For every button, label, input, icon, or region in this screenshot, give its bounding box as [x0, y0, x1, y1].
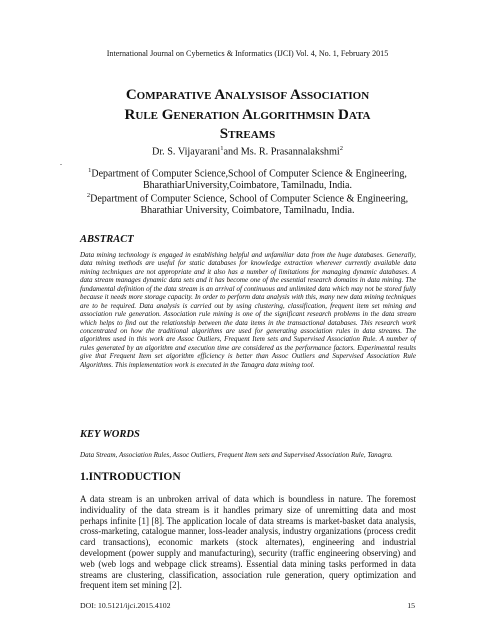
affiliation-2-line-1: Department of Computer Science, School of Computer Science & Engineering, — [90, 193, 409, 205]
affiliation-1-mark: 1 — [88, 167, 92, 174]
title-line-3: Streams — [219, 126, 276, 142]
paper-title — [60, 86, 435, 145]
keywords-text: Data Stream, Association Rules, Assoc Outliers, Frequent Item sets and Supervised Association Rule, Tanagra. — [80, 451, 393, 459]
title-line-2: Rule Generation Algorithmsin Data — [124, 106, 371, 123]
author-line — [0, 145, 495, 157]
author-2-name: and Ms. R. Prasannalakshmi — [223, 146, 340, 158]
affiliation-2 — [0, 190, 495, 217]
affiliation-1-line-1: Department of Computer Science,School of Computer Science & Engineering, — [91, 168, 407, 180]
affiliation-2-mark: 2 — [86, 192, 91, 199]
introduction-paragraph: A data stream is an unbroken arrival of data which is boundless in nature. The foremost individuality of the data stream is it handles primary size of unremitting data and most perhaps infinite [1] [8]. The application locale of data streams is market-basket data analysis, cross-marketing, catalogue manner, loss-leader analysis, industry organizations (process credit card transactions), economic markets (stock alternates), engineering and industrial development (power supply and manufacturing), security (traffic engineering observing) and web (web logs and webpage click streams). Essential data mining tasks performed in data streams are clustering, classification, association rule generation, query optimization and frequent item set mining [2]. — [80, 494, 416, 591]
affiliation-2-line-2: Bharathiar University, Coimbatore, Tamilnadu, India. — [140, 205, 355, 217]
running-header: International Journal on Cybernetics & Informatics (IJCI) Vol. 4, No. 1, February 2015 — [106, 49, 389, 58]
keywords-heading: KEY WORDS — [80, 429, 140, 440]
footer-doi: DOI: 10.5121/ijci.2015.4102 — [80, 601, 171, 610]
author-1-name: Dr. S. Vijayarani — [151, 146, 221, 158]
affiliation-1-line-2: BharathiarUniversity,Coimbatore, Tamilnadu, India. — [143, 180, 352, 192]
author-1-affil-mark: 1 — [220, 145, 224, 152]
stray-mark: . — [60, 158, 62, 167]
title-line-1: Comparative Analysisof Association — [125, 87, 370, 103]
abstract-text: Data mining technology is engaged in establishing helpful and unfamiliar data from the huge databases. Generally, data mining methods are useful for static databases for knowledge extraction wherever currently available data mining techniques are not appropriate and it also has a number of limitations for managing dynamic databases. A data stream manages dynamic data sets and it has become one of the essential research domains in data mining. The fundamental definition of the data stream is an arrival of continuous and unlimited data which may not be stored fully because it needs more storage capacity. In order to perform data analysis with this, many new data mining techniques are to be required. Data analysis is carried out by using clustering, classification, frequent item set mining and association rule generation. Association rule mining is one of the significant research problems in the data stream which helps to find out the relationship between the data items in the transactional databases. This research work concentrated on how the traditional algorithms are used for generating association rules in data streams. The algorithms used in this work are Assoc Outliers, Frequent Item sets and Supervised Association Rule. A number of rules generated by an algorithm and execution time are considered as the performance factors. Experimental results give that Frequent Item set algorithm efficiency is better than Assoc Outliers and Supervised Association Rule Algorithms. This implementation work is executed in the Tanagra data mining tool. — [80, 251, 416, 369]
author-2-affil-mark: 2 — [339, 145, 344, 152]
page-number: 15 — [407, 601, 415, 610]
affiliation-1 — [0, 165, 495, 192]
introduction-heading: 1.INTRODUCTION — [80, 471, 181, 483]
abstract-heading: ABSTRACT — [80, 234, 134, 245]
